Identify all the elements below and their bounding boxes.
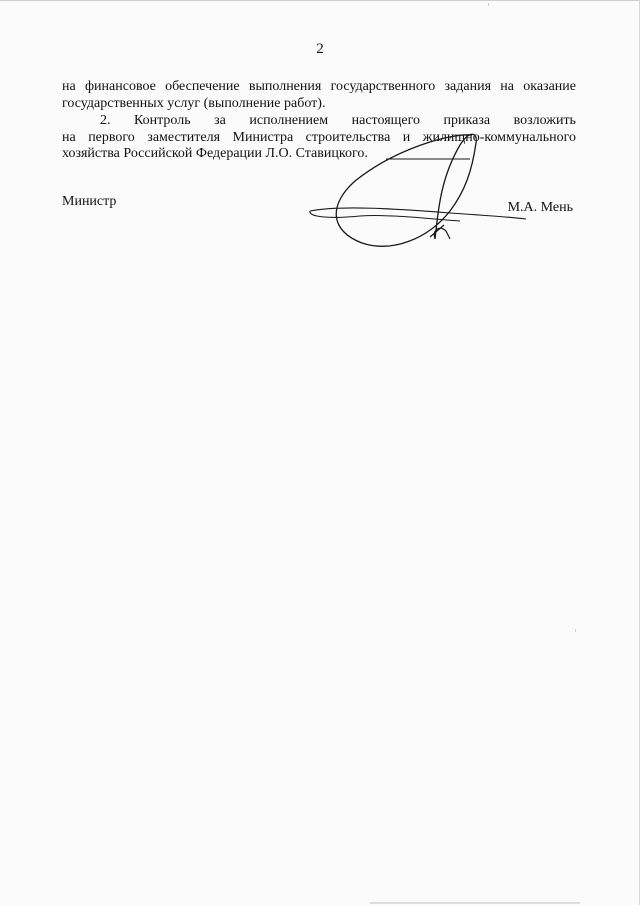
word: исполнением: [249, 113, 329, 128]
scan-dot: [488, 3, 489, 6]
word: возложить: [513, 113, 576, 128]
scan-edge-mark: [370, 902, 580, 904]
signatory-name: М.А. Мень: [507, 200, 573, 215]
signatory-title: Министр: [62, 194, 117, 209]
paragraph-financing: [62, 79, 576, 112]
paragraph-line: государственных услуг (выполнение работ).: [62, 95, 326, 111]
paragraph-line: на первого заместителя Министра строительства и жилищно-коммунального: [62, 129, 576, 145]
word: настоящего: [351, 113, 421, 128]
handwritten-signature: [300, 121, 540, 261]
paragraph-line: на финансовое обеспечение выполнения государственного задания на оказание: [62, 79, 576, 94]
paragraph-line: хозяйства Российской Федерации Л.О. Ставицкого.: [62, 146, 368, 161]
item-number: 2.: [100, 113, 111, 128]
word: Контроль: [134, 113, 191, 128]
word: приказа: [443, 113, 491, 128]
page-number: 2: [316, 41, 324, 57]
scan-dot: [575, 629, 576, 632]
word: за: [214, 113, 226, 128]
